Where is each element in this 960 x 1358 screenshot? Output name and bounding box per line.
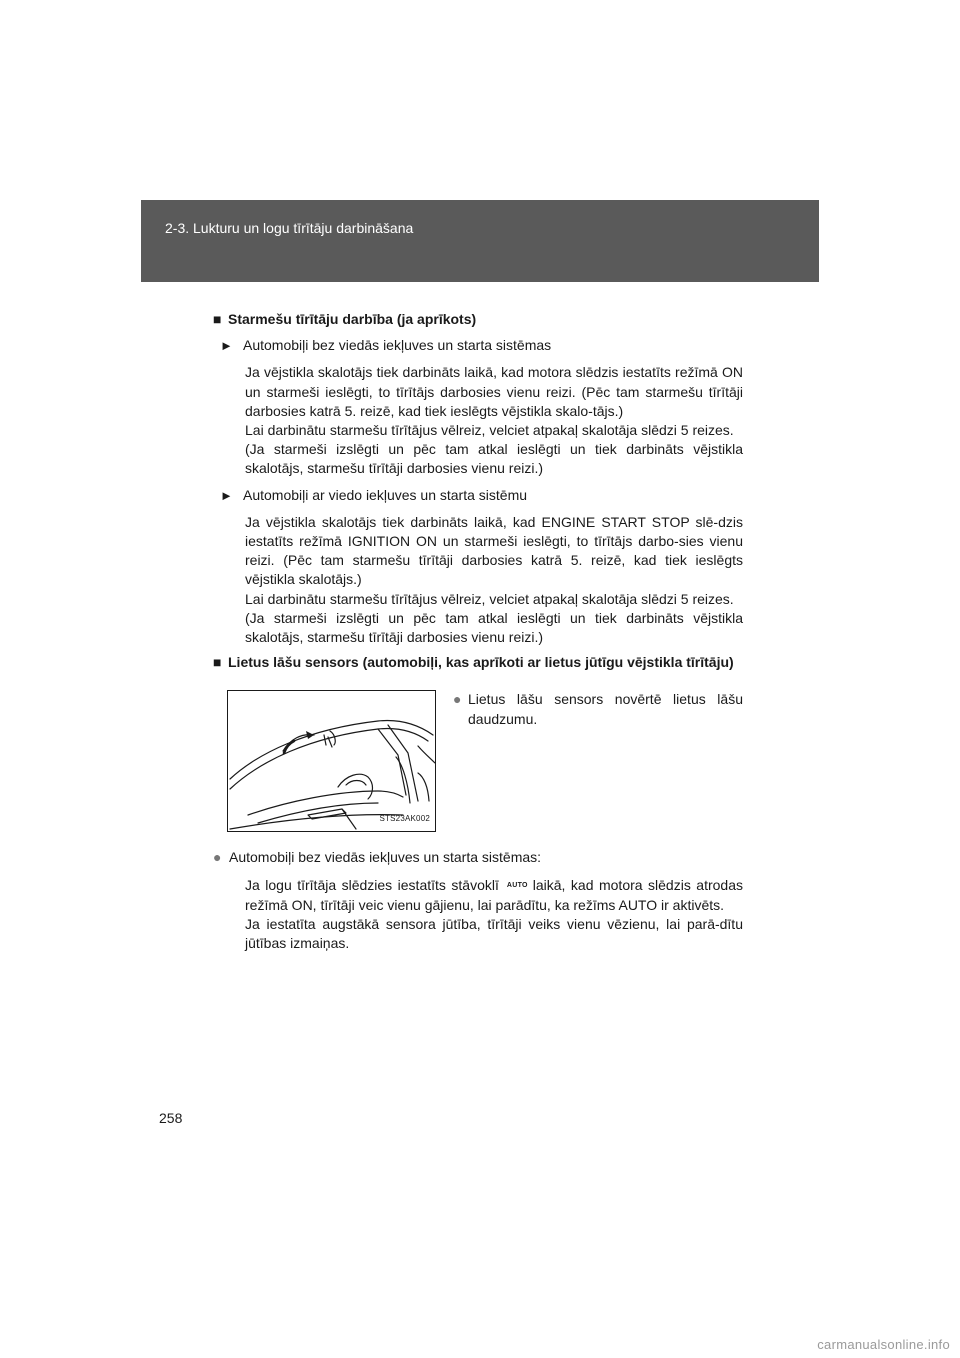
paragraph: (Ja starmeši izslēgti un pēc tam atkal ieslēgti un tiek darbināts vējstikla skalotājs, starmešu tīrītāji darbosies vienu reizi.): [245, 609, 743, 646]
triangle-pointer-icon: ►: [220, 487, 233, 503]
paragraph: Ja vējstikla skalotājs tiek darbināts laikā, kad motora slēdzis iestatīts režīmā ON un starmeši ieslēgti, to tīrītājs darbosies vienu reizi. (Pēc tam starmešu tīrītāji darbosies katrā 5. reizē, kad tiek ieslēgts vējstikla skalo-tājs.): [245, 364, 743, 419]
paragraph-text: laikā, kad motora slēdzis atrodas režīmā ON, tīrītāji veic vienu gājienu, lai parādītu, ka režīms AUTO ir aktivēts.: [245, 876, 744, 913]
paragraph-block: [213, 876, 743, 954]
headlight-cleaner-heading: [213, 310, 743, 329]
figure-note: [453, 690, 743, 728]
rain-sensor-title: Lietus lāšu sensors (automobiļi, kas aprīkoti ar lietus jūtīgu vējstikla tīrītāju): [228, 654, 734, 671]
paragraph: Lai darbinātu starmešu tīrītājus vēlreiz, velciet atpakaļ skalotāja slēdzi 5 reizes.: [245, 422, 734, 439]
paragraph: Ja iestatīta augstākā sensora jūtība, tīrītāji veiks vienu vēzienu, lai parā-dītu jūtības izmaiņas.: [245, 915, 743, 951]
rain-sensor-heading: [213, 653, 743, 672]
page-content: [213, 310, 743, 953]
square-bullet-icon: ■: [213, 654, 222, 671]
triangle-pointer-icon: ►: [220, 338, 233, 354]
windshield-illustration: [227, 690, 436, 832]
figure-code: STS23AK002: [379, 814, 430, 824]
list-item: [213, 848, 743, 867]
paragraph-block: [213, 363, 743, 478]
bullet-label: Automobiļi bez viedās iekļuves un starta sistēmas:: [229, 849, 542, 866]
subsection-label: Automobiļi ar viedo iekļuves un starta sistēmu: [243, 486, 528, 503]
square-bullet-icon: ■: [213, 311, 222, 327]
page-number: 258: [159, 1110, 183, 1126]
subsection-label: Automobiļi bez viedās iekļuves un starta sistēmas: [243, 337, 552, 354]
watermark: carmanualsonline.info: [817, 1337, 950, 1352]
paragraph: (Ja starmeši izslēgti un pēc tam atkal ieslēgti un tiek darbināts vējstikla skalotājs, starmešu tīrītāji darbosies vienu reizi.): [245, 441, 743, 477]
chapter-title: 2-3. Lukturu un logu tīrītāju darbināšana: [165, 220, 414, 236]
paragraph: [245, 876, 743, 915]
auto-mode-icon: AUTO: [506, 882, 528, 890]
list-item: [453, 690, 743, 728]
circle-bullet-icon: ●: [213, 849, 222, 866]
chapter-header: [141, 200, 819, 282]
figure-row: [213, 690, 743, 832]
headlight-cleaner-title: Starmešu tīrītāju darbība (ja aprīkots): [228, 311, 477, 327]
subsection-smart-entry: [213, 486, 743, 505]
figure-note-text: Lietus lāšu sensors novērtē lietus lāšu daudzumu.: [468, 691, 743, 727]
paragraph-text: Ja logu tīrītāja slēdzies iestatīts stāvoklī: [245, 876, 499, 893]
circle-bullet-icon: ●: [453, 691, 462, 708]
paragraph-block: [213, 513, 743, 647]
subsection-no-smart-entry: [213, 336, 743, 355]
paragraph: Ja vējstikla skalotājs tiek darbināts laikā, kad ENGINE START STOP slē-dzis iestatīts režīmā IGNITION ON un starmeši ieslēgti, to tīrītājs darbo-sies vienu reizi. (Pēc tam starmešu tīrītāji darbosies katrā 5. reizē, kad tiek ieslēgts vējstikla skalotājs.): [245, 513, 743, 588]
paragraph: Lai darbinātu starmešu tīrītājus vēlreiz, velciet atpakaļ skalotāja slēdzi 5 reizes.: [245, 590, 734, 607]
